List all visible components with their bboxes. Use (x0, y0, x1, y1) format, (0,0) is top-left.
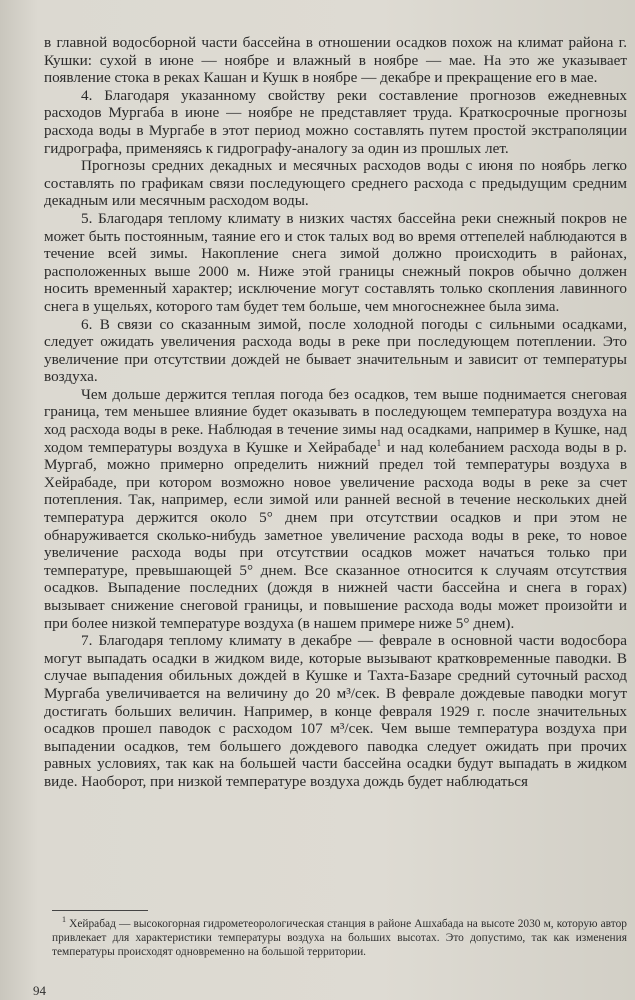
paragraph-7: 7. Благодаря теплому климату в декабре — феврале в основной части водосбора могут выпадать осадки в жидком виде, которые вызывают кратковременные паводки. В случае выпадения обильных дождей в Кушке и Тахта-Базаре средний суточный расход Мургаба увеличивается на величину до 20 м³/сек. В феврале дождевые паводки могут достигать больших величин. Например, в конце февраля 1929 г. после значительных осадков прошел паводок с расходом 107 м³/сек. Чем выше температура воздуха при выпадении осадков, тем большего дождевого паводка следует ожидать при прочих равных условиях, так как на большей части бассейна осадки будут выпадать в жидком виде. Наоборот, при низкой температуре воздуха дождь будет наблюдаться (44, 632, 627, 790)
main-text (44, 34, 627, 791)
footnote (52, 913, 627, 959)
paragraph-4: 4. Благодаря указанному свойству реки составление прогнозов ежедневных расходов Мургаба в июне — ноябре не представляет труда. Краткосрочные прогнозы расхода воды в Мургабе в этот период можно составлять путем простой экстраполяции гидрографа, применяясь к гидрографу-аналогу за один из прошлых лет. (44, 86, 627, 157)
paragraph-warm-weather-start: Чем дольше держится теплая погода без осадков, тем выше поднимается снеговая граница, тем меньшее влияние будет оказывать в последующем температура воздуха на ход расхода воды в реке. Наблюдая в течение зимы над осадками, например в Кушке, над ходом температуры воздуха в Кушке и Хейрабаде (44, 385, 627, 456)
paragraph-5: 5. Благодаря теплому климату в низких частях бассейна реки снежный покров не может быть постоянным, таяние его и сток талых вод во время оттепелей наблюдаются в течение всей зимы. Накопление снега зимой должно происходить в районах, расположенных выше 2000 м. Ниже этой границы снежный покров обычно должен носить временный характер; исключение могут составлять только скопления лавинного снега в ущельях, которого там будет тем больше, чем многоснежнее была зима. (44, 209, 627, 315)
footnote-reference: 1 (376, 437, 382, 448)
paragraph-warm-weather-end: и над колебанием расхода воды в р. Мургаб, можно примерно определить нижний предел той температуры воздуха в Хейрабаде, при котором возможно новое увеличение расхода воды в реке за счет потепления. Так, например, если зимой или ранней весной в течение нескольких дней температура держится около 5° днем при отсутствии осадков и при этом не обнаруживается сколько-нибудь заметное увеличение расхода воды в реке, то новое увеличение расхода воды при отсутствии осадков может начаться только при температуре, превышающей 5° днем. Все сказанное относится к случаям отсутствия осадков. Выпадение последних (дождя в нижней части бассейна и снега в горах) вызывает снижение снеговой границы, и повышение расхода воды может произойти и при более низкой температуре воздуха (в нашем примере ниже 5° днем). (44, 438, 627, 632)
paragraph-continuation: в главной водосборной части бассейна в отношении осадков похож на климат района г. Кушки: сухой в июне — ноябре и влажный в ноябре — мае. На это же указывает появление стока в реках Кашан и Кушк в ноябре — декабре и прекращение его в мае. (44, 34, 627, 87)
footnote-text: Хейрабад — высокогорная гидрометеорологическая станция в районе Ашхабада на высоте 2030 м, которую автор привлекает для характеристики температуры воздуха на больших высотах. Это допустимо, так как изменения температуры происходят одновременно на большой территории. (52, 917, 627, 959)
paragraph-forecasts: Прогнозы средних декадных и месячных расходов воды с июня по ноябрь легко составлять по графикам связи последующего среднего расхода с предыдущим средним декадным или месячным расходом воды. (44, 157, 627, 210)
paragraph-6: 6. В связи со сказанным зимой, после холодной погоды с сильными осадками, следует ожидать увеличения расхода воды в реке при последующем потеплении. Это увеличение при отсутствии дождей не бывает значительным и зависит от температуры воздуха. (44, 315, 627, 386)
paragraph-warm-weather (44, 386, 627, 632)
footnote-mark: 1 (62, 915, 66, 924)
footnote-divider (52, 910, 148, 911)
page-number: 94 (33, 983, 46, 998)
